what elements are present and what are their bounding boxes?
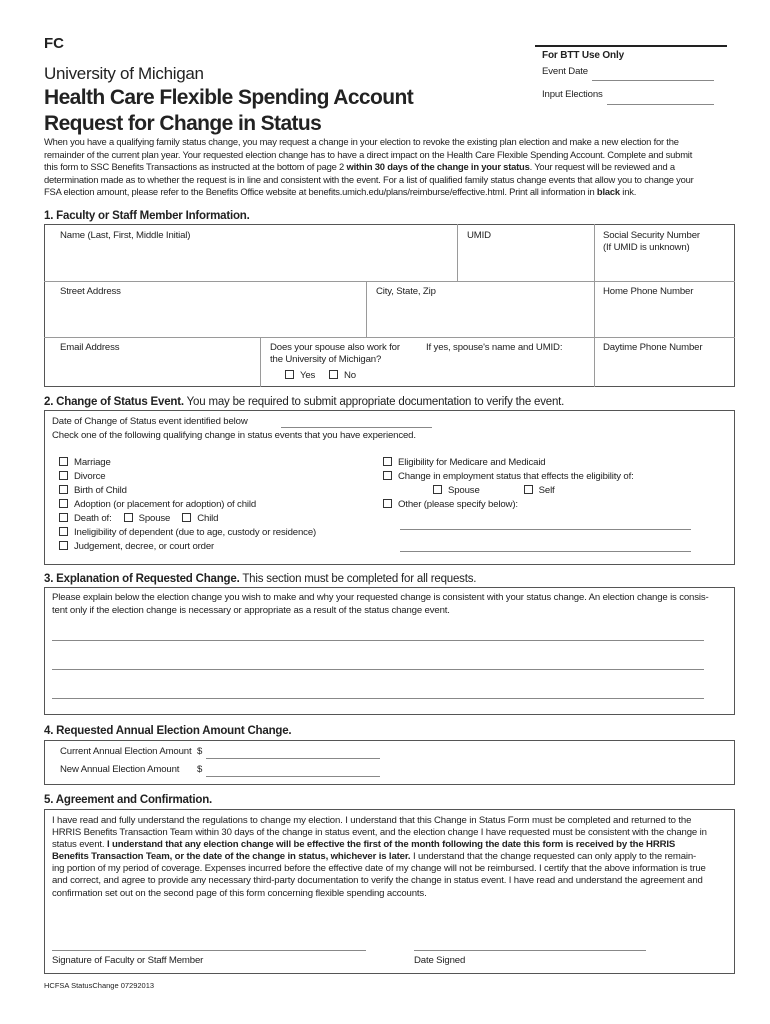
email-field-label[interactable]: Email Address [60, 342, 120, 353]
checkbox-icon[interactable] [383, 471, 392, 480]
spouse-yes-option[interactable] [285, 370, 315, 381]
section1-col-divider [366, 281, 367, 337]
event-option-adoption[interactable] [59, 498, 316, 512]
agreement-emphasis: I understand that any election change will be effective the first of the month following the date this form is received by the HRRIS [106, 839, 676, 851]
other-specify-line[interactable] [400, 551, 691, 552]
spouse-name-umid-label[interactable]: If yes, spouse's name and UMID: [426, 342, 563, 353]
intro-line [44, 161, 734, 174]
new-election-amount-line[interactable] [206, 776, 380, 777]
employment-sub-options [383, 484, 634, 498]
date-signed-line[interactable] [414, 950, 646, 951]
form-footer-code: HCFSA StatusChange 07292013 [44, 981, 155, 990]
signature-line[interactable] [52, 950, 366, 951]
intro-emphasis: within 30 days of the change in your status [346, 161, 530, 173]
intro-line [44, 186, 734, 199]
agreement-line [52, 839, 730, 851]
form-code: FC [44, 35, 64, 52]
check-one-instruction: Check one of the following qualifying change in status events that you have experienced. [52, 430, 416, 441]
checkbox-icon[interactable] [59, 541, 68, 550]
instruction-line: Please explain below the election change you wish to make and why your requested change is consistent with your status change. An election change is consis- [52, 592, 709, 603]
intro-text: . Your request will be reviewed and a [529, 161, 675, 173]
signature-label: Signature of Faculty or Staff Member [52, 955, 204, 966]
btt-event-date-line[interactable] [592, 80, 714, 81]
daytime-phone-field-label[interactable]: Daytime Phone Number [603, 342, 703, 353]
current-election-label: Current Annual Election Amount [60, 746, 192, 757]
btt-title: For BTT Use Only [542, 50, 625, 61]
spouse-question-line: the University of Michigan? [270, 354, 382, 365]
new-election-label: New Annual Election Amount [60, 764, 180, 775]
new-election-dollar: $ [197, 764, 203, 775]
intro-emphasis: black [596, 186, 620, 198]
checkbox-icon[interactable] [59, 513, 68, 522]
checkbox-icon[interactable] [59, 471, 68, 480]
section2-title: 2. Change of Status Event. [44, 396, 184, 408]
event-option-birth[interactable] [59, 484, 316, 498]
checkbox-icon[interactable] [59, 527, 68, 536]
section2-note: You may be required to submit appropriate documentation to verify the event. [183, 396, 565, 408]
agreement-line: I have read and fully understand the regulations to change my election. I understand that this Change in Status Form must be completed and returned to the [52, 815, 692, 826]
option-label: Yes [300, 370, 316, 381]
btt-input-elections-line[interactable] [607, 104, 714, 105]
event-option-medicare[interactable] [383, 456, 634, 470]
spouse-question-line: Does your spouse also work for [270, 342, 400, 353]
event-options-right [383, 456, 634, 512]
checkbox-icon[interactable] [59, 499, 68, 508]
event-options-left [59, 456, 316, 554]
btt-event-date-label: Event Date [542, 66, 588, 77]
option-label: Birth of Child [74, 485, 127, 496]
agreement-line: and correct, and agree to provide any necessary third-party documentation to verify the change in status event. I have read and understand the agreement and [52, 875, 703, 887]
event-date-label: Date of Change of Status event identified below [52, 416, 248, 427]
option-label: Marriage [74, 457, 111, 468]
option-label: Other (please specify below): [398, 499, 518, 510]
option-label: Child [197, 513, 219, 524]
checkbox-icon[interactable] [285, 370, 294, 379]
agreement-text-span: status event. [52, 839, 107, 851]
event-date-line[interactable] [281, 427, 432, 428]
intro-line: determination made as to whether the request is in line and consistent with the event. For a list of qualified family status change events that allow you to change your [44, 173, 694, 185]
option-label: Spouse [448, 485, 480, 496]
university-name: University of Michigan [44, 64, 204, 83]
date-signed-label: Date Signed [414, 955, 466, 966]
checkbox-icon[interactable] [59, 485, 68, 494]
spouse-umich-question [270, 342, 400, 366]
explanation-line[interactable] [52, 640, 704, 641]
spouse-no-option[interactable] [329, 370, 356, 381]
option-label: No [344, 370, 356, 381]
name-field-label[interactable]: Name (Last, First, Middle Initial) [60, 230, 191, 241]
section3-instructions [52, 592, 709, 617]
agreement-line: ing portion of my period of coverage. Expenses incurred before the effective date of my change will not be reimbursed. I certify that the above information is true [52, 863, 706, 875]
current-election-dollar: $ [197, 746, 203, 757]
intro-text: ink. [619, 186, 637, 198]
event-option-judgement[interactable] [59, 540, 316, 554]
agreement-line: confirmation set out on the second page of this form concerning flexible spending accounts. [52, 887, 427, 899]
agreement-emphasis: Benefits Transaction Team, or the date of the change in status, whichever is later. [52, 851, 411, 863]
section3-title: 3. Explanation of Requested Change. [44, 573, 240, 585]
option-label: Adoption (or placement for adoption) of child [74, 499, 257, 510]
section3-note: This section must be completed for all requests. [239, 573, 477, 585]
checkbox-icon[interactable] [524, 485, 533, 494]
event-option-divorce[interactable] [59, 470, 316, 484]
section3-heading [44, 573, 476, 585]
option-label: Change in employment status that effects the eligibility of: [398, 471, 634, 482]
form-title-line1: Health Care Flexible Spending Account [44, 86, 414, 109]
section1-heading: 1. Faculty or Staff Member Information. [44, 210, 250, 222]
event-option-ineligibility[interactable] [59, 526, 316, 540]
option-label: Judgement, decree, or court order [74, 541, 215, 552]
explanation-line[interactable] [52, 669, 704, 670]
section1-col-divider [594, 224, 595, 387]
street-field-label[interactable]: Street Address [60, 286, 121, 297]
btt-input-elections-label: Input Elections [542, 89, 603, 100]
option-label: Death of: [74, 513, 112, 524]
section1-row-divider [44, 281, 735, 282]
form-title-line2: Request for Change in Status [44, 112, 322, 135]
instruction-line: tent only if the election change is necessary or appropriate as a result of the status change event. [52, 604, 450, 616]
explanation-line[interactable] [52, 698, 704, 699]
umid-field-label[interactable]: UMID [467, 230, 491, 241]
home-phone-field-label[interactable]: Home Phone Number [603, 286, 694, 297]
checkbox-icon[interactable] [383, 457, 392, 466]
option-label: Ineligibility of dependent (due to age, custody or residence) [74, 527, 317, 538]
city-field-label[interactable]: City, State, Zip [376, 286, 436, 297]
agreement-text-span: I understand that the change requested can only apply to the remain- [410, 851, 697, 863]
option-label: Spouse [138, 513, 171, 524]
intro-line: When you have a qualifying family status change, you may request a change in your election to revoke the existing plan election and make a new election for the [44, 136, 679, 147]
checkbox-icon[interactable] [433, 485, 442, 494]
checkbox-icon[interactable] [329, 370, 338, 379]
agreement-line [52, 851, 730, 863]
current-election-amount-line[interactable] [206, 758, 380, 759]
section1-col-divider [260, 337, 261, 387]
ssn-label-line: Social Security Number [603, 230, 700, 241]
event-option-death[interactable] [59, 512, 316, 526]
section5-heading: 5. Agreement and Confirmation. [44, 794, 213, 806]
section4-heading: 4. Requested Annual Election Amount Change. [44, 725, 292, 737]
agreement-text [52, 815, 730, 900]
checkbox-icon[interactable] [182, 513, 191, 522]
checkbox-icon[interactable] [383, 499, 392, 508]
option-label: Self [538, 485, 555, 496]
section1-row-divider [44, 337, 735, 338]
agreement-line: HRRIS Benefits Transaction Team within 30 days of the change in status event, and the election change I have requested must be consistent with the change in [52, 827, 707, 839]
event-option-marriage[interactable] [59, 456, 316, 470]
ssn-label-line: (If UMID is unknown) [603, 241, 690, 253]
intro-text: this form to SSC Benefits Transactions as instructed at the bottom of page 2 [44, 161, 347, 173]
section2-heading [44, 396, 564, 408]
ssn-field-label[interactable] [603, 230, 700, 253]
other-specify-line[interactable] [400, 529, 691, 530]
section1-col-divider [457, 224, 458, 281]
checkbox-icon[interactable] [124, 513, 133, 522]
event-option-other[interactable] [383, 498, 634, 512]
intro-text: FSA election amount, please refer to the Benefits Office website at benefits.umich.edu/plans/reimburse/effective.html. Print all information in [44, 186, 597, 198]
event-option-employment[interactable] [383, 470, 634, 484]
option-label: Divorce [74, 471, 106, 482]
intro-line: remainder of the current plan year. Your requested election change has to have a direct impact on the Health Care Flexible Spending Account. Complete and submit [44, 148, 693, 160]
intro-paragraph [44, 136, 734, 199]
option-label: Eligibility for Medicare and Medicaid [398, 457, 546, 468]
checkbox-icon[interactable] [59, 457, 68, 466]
